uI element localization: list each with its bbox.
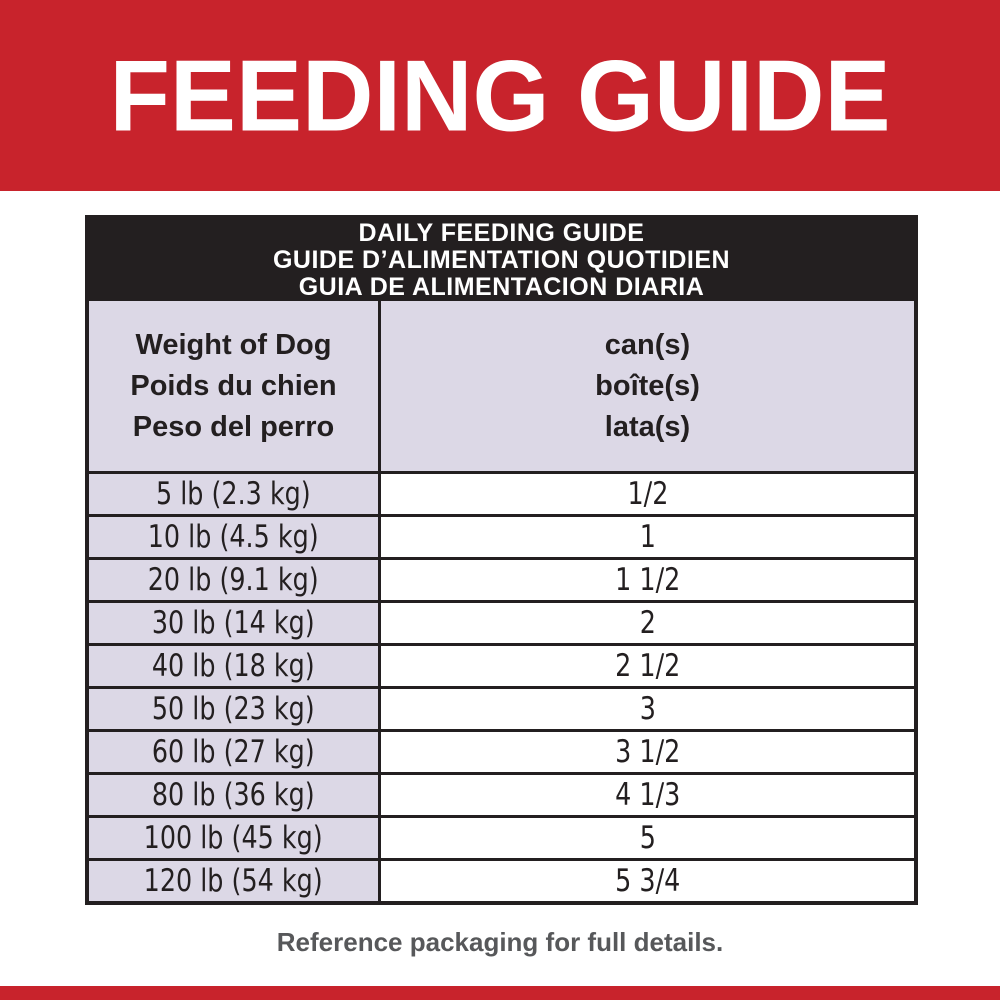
column-header-row xyxy=(89,301,914,471)
cans-cell: 1 1/2 xyxy=(378,560,914,600)
weight-cell: 20 lb (9.1 kg) xyxy=(89,560,378,600)
weight-cell: 100 lb (45 kg) xyxy=(89,818,378,858)
cans-header-en: can(s) xyxy=(604,328,691,361)
table-row xyxy=(89,815,914,858)
weight-header-en: Weight of Dog xyxy=(135,328,332,361)
weight-cell: 50 lb (23 kg) xyxy=(89,689,378,729)
table-title-line-es: GUIA DE ALIMENTACION DIARIA xyxy=(298,272,705,301)
table-row xyxy=(89,686,914,729)
weight-cell: 80 lb (36 kg) xyxy=(89,775,378,815)
table-row xyxy=(89,600,914,643)
cans-cell: 3 1/2 xyxy=(378,732,914,772)
reference-note: Reference packaging for full details. xyxy=(276,927,724,957)
table-row xyxy=(89,643,914,686)
table-title-band xyxy=(89,219,914,301)
daily-feeding-guide-table xyxy=(85,215,918,905)
table-row xyxy=(89,858,914,901)
weight-cell: 120 lb (54 kg) xyxy=(89,861,378,901)
cans-cell: 1 xyxy=(378,517,914,557)
weight-cell: 60 lb (27 kg) xyxy=(89,732,378,772)
cans-cell: 2 1/2 xyxy=(378,646,914,686)
cans-header-fr: boîte(s) xyxy=(595,369,700,402)
cans-cell: 2 xyxy=(378,603,914,643)
table-title-line-en: DAILY FEEDING GUIDE xyxy=(358,218,645,247)
table-row xyxy=(89,557,914,600)
cans-cell: 5 xyxy=(378,818,914,858)
weight-header-fr: Poids du chien xyxy=(130,369,337,402)
weight-cell: 5 lb (2.3 kg) xyxy=(89,474,378,514)
weight-cell: 40 lb (18 kg) xyxy=(89,646,378,686)
cans-cell: 1/2 xyxy=(378,474,914,514)
cans-header-es: lata(s) xyxy=(604,410,691,443)
weight-header-es: Peso del perro xyxy=(132,410,335,443)
table-row xyxy=(89,729,914,772)
table-row xyxy=(89,514,914,557)
table-row xyxy=(89,471,914,514)
cans-column-header xyxy=(378,301,914,471)
table-row xyxy=(89,772,914,815)
cans-cell: 5 3/4 xyxy=(378,861,914,901)
weight-cell: 10 lb (4.5 kg) xyxy=(89,517,378,557)
feeding-guide-banner xyxy=(0,0,1000,191)
page-title: FEEDING GUIDE xyxy=(109,38,891,152)
bottom-red-strip xyxy=(0,986,1000,1000)
cans-cell: 3 xyxy=(378,689,914,729)
cans-cell: 4 1/3 xyxy=(378,775,914,815)
weight-column-header xyxy=(89,301,378,471)
table-title-line-fr: GUIDE D’ALIMENTATION QUOTIDIEN xyxy=(272,245,731,274)
weight-cell: 30 lb (14 kg) xyxy=(89,603,378,643)
